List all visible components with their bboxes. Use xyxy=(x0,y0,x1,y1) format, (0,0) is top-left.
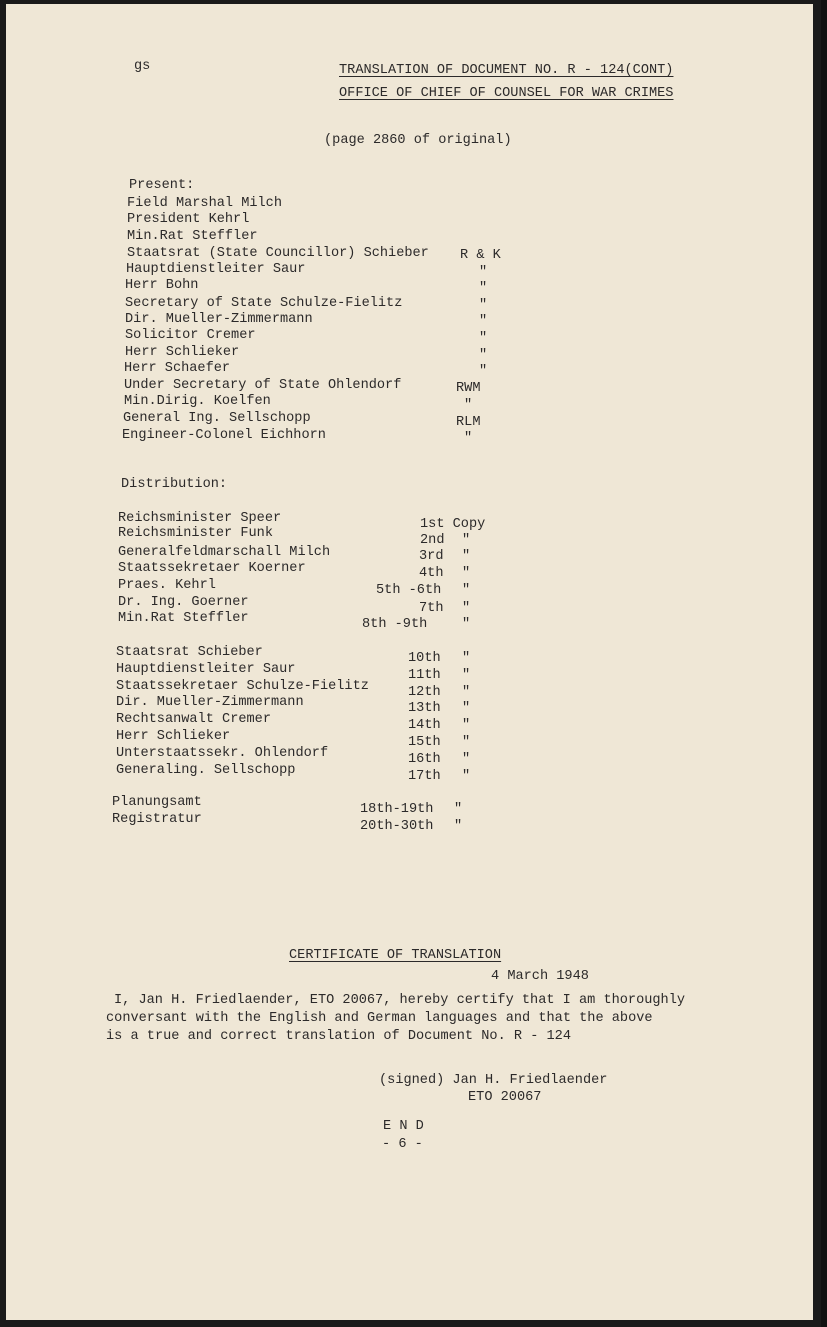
distribution-copy: 3rd xyxy=(419,549,444,564)
distribution-name: Staatssekretaer Schulze-Fielitz xyxy=(116,679,369,694)
certificate-text-line: conversant with the English and German languages and that the above xyxy=(106,1011,653,1026)
distribution-name: Hauptdienstleiter Saur xyxy=(116,662,296,677)
distribution-copy: 14th xyxy=(408,718,441,733)
distribution-mark: " xyxy=(462,566,471,581)
distribution-copy: 20th-30th xyxy=(360,819,434,834)
distribution-copy: 12th xyxy=(408,685,441,700)
certificate-text-line: I, Jan H. Friedlaender, ETO 20067, hereby certify that I am thoroughly xyxy=(114,993,686,1008)
distribution-copy: 1st Copy xyxy=(420,517,486,532)
present-name: Min.Dirig. Koelfen xyxy=(124,394,271,409)
signature-line: (signed) Jan H. Friedlaender xyxy=(379,1073,608,1088)
distribution-heading: Distribution: xyxy=(121,477,228,492)
present-name: Secretary of State Schulze-Fielitz xyxy=(125,296,403,311)
typist-initials: gs xyxy=(134,59,151,74)
present-name: Herr Schlieker xyxy=(125,345,240,360)
end-marker: E N D xyxy=(383,1119,424,1134)
present-name: Dir. Mueller-Zimmermann xyxy=(125,312,313,327)
certificate-date: 4 March 1948 xyxy=(491,969,589,984)
distribution-name: Herr Schlieker xyxy=(116,729,231,744)
present-mark: R & K xyxy=(460,248,501,263)
distribution-name: Rechtsanwalt Cremer xyxy=(116,712,271,727)
distribution-copy: 7th xyxy=(419,601,444,616)
present-name: Under Secretary of State Ohlendorf xyxy=(124,378,402,393)
present-name: Staatsrat (State Councillor) Schieber xyxy=(127,246,429,261)
present-name: Hauptdienstleiter Saur xyxy=(126,262,306,277)
distribution-name: Praes. Kehrl xyxy=(118,578,216,593)
present-name: General Ing. Sellschopp xyxy=(123,411,311,426)
document-page xyxy=(6,4,813,1320)
present-mark: " xyxy=(479,281,488,296)
distribution-mark: " xyxy=(462,583,471,598)
present-name: Herr Schaefer xyxy=(124,361,231,376)
document-title: TRANSLATION OF DOCUMENT NO. R - 124(CONT) xyxy=(339,63,674,78)
distribution-mark: " xyxy=(462,752,471,767)
distribution-copy: 8th -9th xyxy=(362,617,428,632)
distribution-name: Registratur xyxy=(112,812,202,827)
present-name: Engineer-Colonel Eichhorn xyxy=(122,428,326,443)
distribution-name: Dir. Mueller-Zimmermann xyxy=(116,695,304,710)
distribution-mark: " xyxy=(462,533,471,548)
distribution-mark: " xyxy=(462,668,471,683)
present-mark: " xyxy=(464,431,473,446)
present-mark: " xyxy=(479,331,488,346)
present-mark: " xyxy=(479,265,488,280)
signer-id: ETO 20067 xyxy=(468,1090,542,1105)
distribution-copy: 13th xyxy=(408,701,441,716)
distribution-name: Generalfeldmarschall Milch xyxy=(118,545,331,560)
present-name: Solicitor Cremer xyxy=(125,328,256,343)
distribution-mark: " xyxy=(462,769,471,784)
distribution-copy: 5th -6th xyxy=(376,583,442,598)
present-mark: " xyxy=(479,364,488,379)
scan-edge xyxy=(821,0,827,1327)
certificate-text-line: is a true and correct translation of Document No. R - 124 xyxy=(106,1029,571,1044)
distribution-name: Reichsminister Funk xyxy=(118,526,273,541)
distribution-mark: " xyxy=(462,718,471,733)
present-mark: " xyxy=(479,298,488,313)
office-title: OFFICE OF CHIEF OF COUNSEL FOR WAR CRIMES xyxy=(339,86,674,101)
distribution-copy: 17th xyxy=(408,769,441,784)
distribution-mark: " xyxy=(462,701,471,716)
distribution-copy: 16th xyxy=(408,752,441,767)
present-name: Min.Rat Steffler xyxy=(127,229,258,244)
present-mark: " xyxy=(479,348,488,363)
present-mark: " xyxy=(479,314,488,329)
distribution-name: Staatsrat Schieber xyxy=(116,645,263,660)
distribution-name: Dr. Ing. Goerner xyxy=(118,595,249,610)
present-mark: RLM xyxy=(456,415,481,430)
page-number: - 6 - xyxy=(382,1137,423,1152)
distribution-name: Unterstaatssekr. Ohlendorf xyxy=(116,746,329,761)
distribution-copy: 10th xyxy=(408,651,441,666)
distribution-mark: " xyxy=(462,685,471,700)
distribution-name: Min.Rat Steffler xyxy=(118,611,249,626)
distribution-mark: " xyxy=(462,651,471,666)
distribution-name: Generaling. Sellschopp xyxy=(116,763,296,778)
present-name: President Kehrl xyxy=(127,212,250,227)
distribution-mark: " xyxy=(462,549,471,564)
distribution-mark: " xyxy=(454,802,463,817)
page-reference: (page 2860 of original) xyxy=(324,133,512,148)
distribution-mark: " xyxy=(462,601,471,616)
distribution-copy: 18th-19th xyxy=(360,802,434,817)
distribution-copy: 4th xyxy=(419,566,444,581)
distribution-copy: 11th xyxy=(408,668,441,683)
distribution-name: Planungsamt xyxy=(112,795,202,810)
present-mark: RWM xyxy=(456,381,481,396)
distribution-mark: " xyxy=(462,735,471,750)
distribution-name: Reichsminister Speer xyxy=(118,511,282,526)
distribution-name: Staatssekretaer Koerner xyxy=(118,561,306,576)
present-name: Herr Bohn xyxy=(125,278,199,293)
present-name: Field Marshal Milch xyxy=(127,196,282,211)
distribution-mark: " xyxy=(462,617,471,632)
present-mark: " xyxy=(464,398,473,413)
present-heading: Present: xyxy=(129,178,195,193)
distribution-copy: 2nd xyxy=(420,533,445,548)
distribution-copy: 15th xyxy=(408,735,441,750)
distribution-mark: " xyxy=(454,819,463,834)
certificate-title: CERTIFICATE OF TRANSLATION xyxy=(289,948,502,963)
